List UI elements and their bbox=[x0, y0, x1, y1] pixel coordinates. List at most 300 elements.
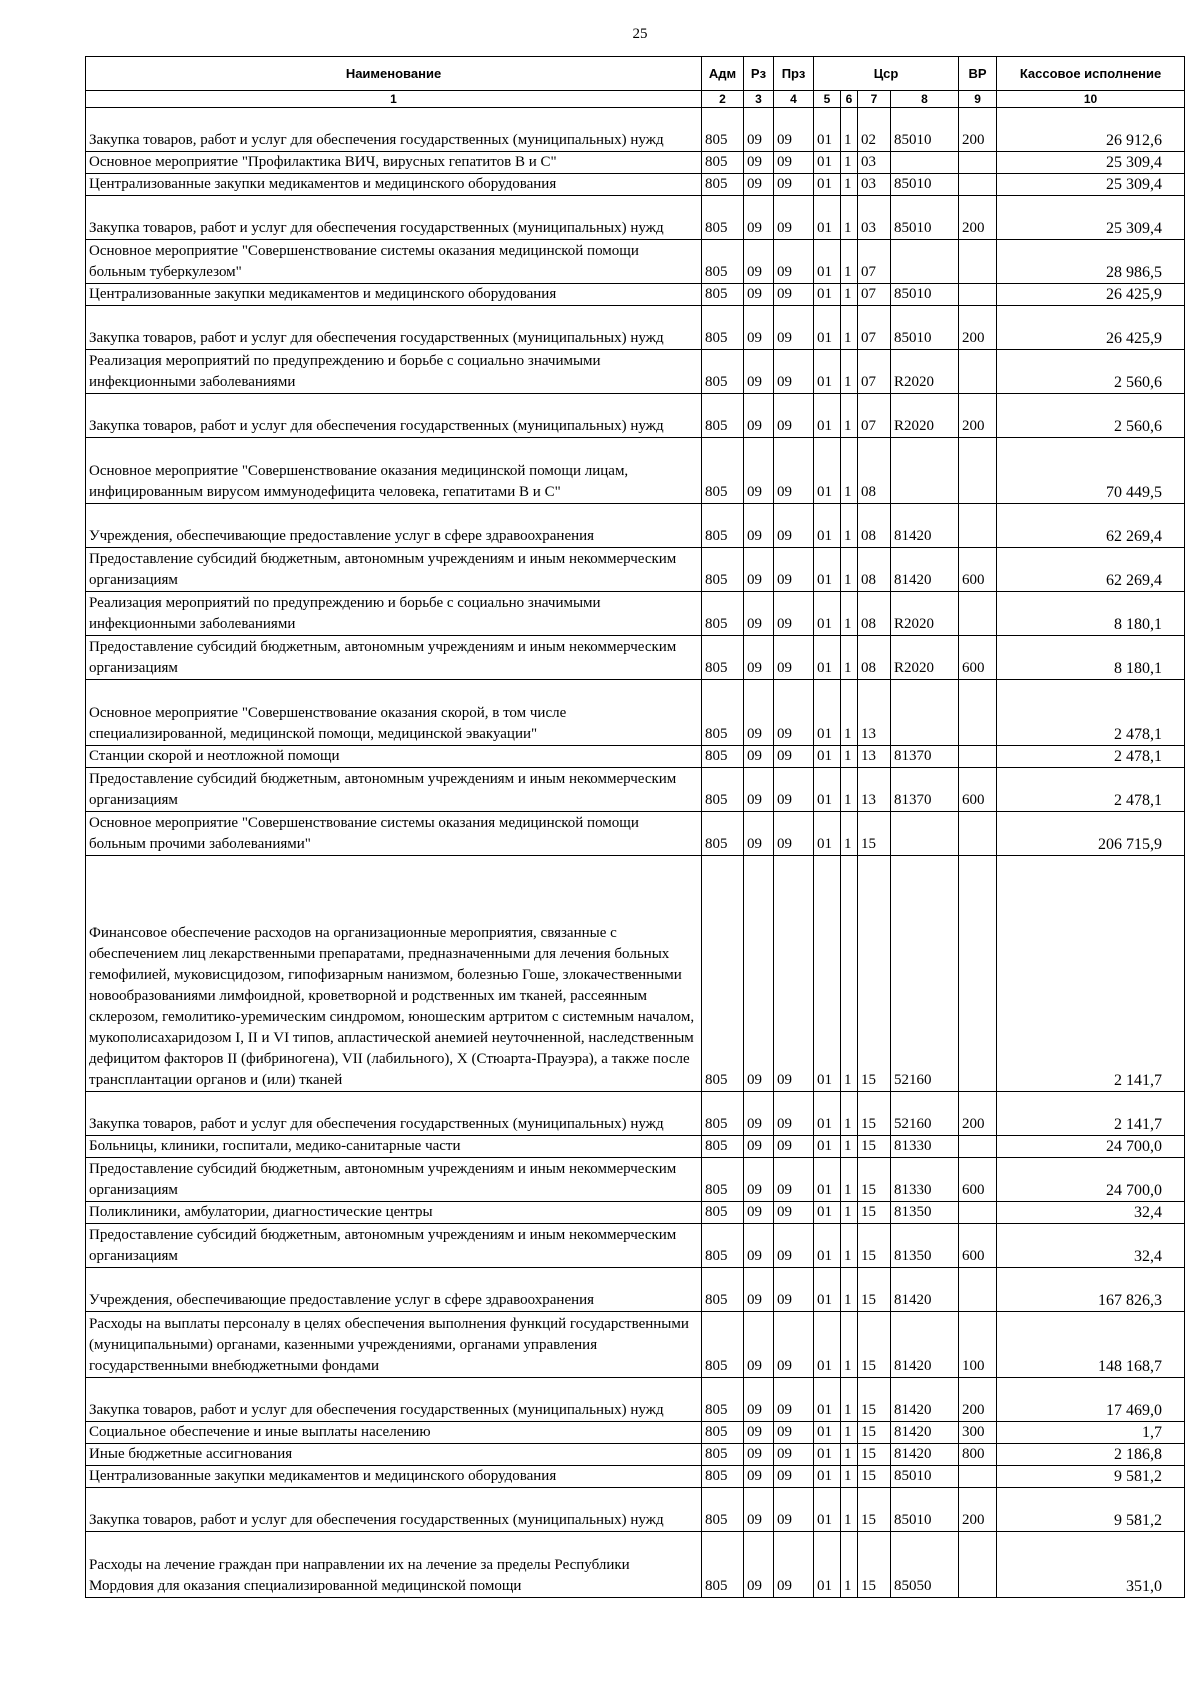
cell-c7: 07 bbox=[858, 306, 891, 350]
cell-amount: 167 826,3 bbox=[997, 1268, 1185, 1312]
cell-name: Предоставление субсидий бюджетным, автономным учреждениям и иным некоммерческим организациям bbox=[86, 768, 702, 812]
colnum-2: 2 bbox=[702, 91, 744, 108]
cell-c8: 85010 bbox=[891, 284, 959, 306]
cell-c5: 01 bbox=[814, 1136, 841, 1158]
cell-vr: 600 bbox=[959, 548, 997, 592]
cell-c6: 1 bbox=[841, 108, 858, 152]
cell-c8: 81420 bbox=[891, 504, 959, 548]
cell-rz: 09 bbox=[744, 746, 774, 768]
cell-prz: 09 bbox=[774, 1202, 814, 1224]
cell-c6: 1 bbox=[841, 1378, 858, 1422]
cell-c7: 15 bbox=[858, 1312, 891, 1378]
cell-name: Предоставление субсидий бюджетным, автономным учреждениям и иным некоммерческим организациям bbox=[86, 1224, 702, 1268]
cell-amount: 2 478,1 bbox=[997, 768, 1185, 812]
cell-c5: 01 bbox=[814, 284, 841, 306]
cell-name: Социальное обеспечение и иные выплаты населению bbox=[86, 1422, 702, 1444]
cell-c5: 01 bbox=[814, 1488, 841, 1532]
cell-name: Больницы, клиники, госпитали, медико-санитарные части bbox=[86, 1136, 702, 1158]
cell-c8: 81370 bbox=[891, 746, 959, 768]
cell-vr: 800 bbox=[959, 1444, 997, 1466]
cell-rz: 09 bbox=[744, 284, 774, 306]
cell-adm: 805 bbox=[702, 1532, 744, 1598]
cell-c8: R2020 bbox=[891, 592, 959, 636]
cell-c8 bbox=[891, 680, 959, 746]
cell-amount: 206 715,9 bbox=[997, 812, 1185, 856]
cell-c8: 81420 bbox=[891, 1422, 959, 1444]
cell-prz: 09 bbox=[774, 1466, 814, 1488]
cell-c8: R2020 bbox=[891, 636, 959, 680]
cell-name: Централизованные закупки медикаментов и медицинского оборудования bbox=[86, 174, 702, 196]
cell-c5: 01 bbox=[814, 1444, 841, 1466]
cell-prz: 09 bbox=[774, 240, 814, 284]
table-row bbox=[86, 504, 1185, 548]
cell-c5: 01 bbox=[814, 1312, 841, 1378]
cell-name: Централизованные закупки медикаментов и медицинского оборудования bbox=[86, 284, 702, 306]
cell-c6: 1 bbox=[841, 152, 858, 174]
cell-c5: 01 bbox=[814, 350, 841, 394]
cell-adm: 805 bbox=[702, 1466, 744, 1488]
cell-c5: 01 bbox=[814, 1268, 841, 1312]
cell-prz: 09 bbox=[774, 746, 814, 768]
cell-vr bbox=[959, 1466, 997, 1488]
cell-rz: 09 bbox=[744, 1466, 774, 1488]
cell-vr: 600 bbox=[959, 768, 997, 812]
cell-vr: 200 bbox=[959, 1488, 997, 1532]
cell-c8: 81420 bbox=[891, 548, 959, 592]
cell-name: Предоставление субсидий бюджетным, автономным учреждениям и иным некоммерческим организациям bbox=[86, 1158, 702, 1202]
cell-c8 bbox=[891, 438, 959, 504]
cell-vr bbox=[959, 812, 997, 856]
cell-amount: 25 309,4 bbox=[997, 196, 1185, 240]
cell-c7: 08 bbox=[858, 592, 891, 636]
cell-rz: 09 bbox=[744, 196, 774, 240]
cell-adm: 805 bbox=[702, 504, 744, 548]
table-row bbox=[86, 306, 1185, 350]
cell-c7: 15 bbox=[858, 1532, 891, 1598]
table-row bbox=[86, 1268, 1185, 1312]
table-row bbox=[86, 152, 1185, 174]
cell-c7: 13 bbox=[858, 746, 891, 768]
colnum-7: 7 bbox=[858, 91, 891, 108]
cell-c6: 1 bbox=[841, 1532, 858, 1598]
cell-vr: 600 bbox=[959, 636, 997, 680]
cell-amount: 26 425,9 bbox=[997, 284, 1185, 306]
cell-rz: 09 bbox=[744, 438, 774, 504]
cell-amount: 25 309,4 bbox=[997, 152, 1185, 174]
cell-adm: 805 bbox=[702, 394, 744, 438]
cell-c8 bbox=[891, 152, 959, 174]
cell-c8: 85010 bbox=[891, 174, 959, 196]
cell-rz: 09 bbox=[744, 1444, 774, 1466]
cell-c7: 07 bbox=[858, 284, 891, 306]
cell-prz: 09 bbox=[774, 592, 814, 636]
cell-rz: 09 bbox=[744, 504, 774, 548]
colnum-1: 1 bbox=[86, 91, 702, 108]
cell-name: Основное мероприятие "Совершенствование системы оказания медицинской помощи больным прочими заболеваниями" bbox=[86, 812, 702, 856]
cell-rz: 09 bbox=[744, 680, 774, 746]
cell-vr bbox=[959, 284, 997, 306]
cell-c6: 1 bbox=[841, 196, 858, 240]
cell-rz: 09 bbox=[744, 1202, 774, 1224]
cell-c6: 1 bbox=[841, 856, 858, 1092]
colnum-5: 5 bbox=[814, 91, 841, 108]
cell-vr: 200 bbox=[959, 1092, 997, 1136]
cell-rz: 09 bbox=[744, 548, 774, 592]
cell-prz: 09 bbox=[774, 504, 814, 548]
cell-adm: 805 bbox=[702, 1312, 744, 1378]
cell-name: Закупка товаров, работ и услуг для обеспечения государственных (муниципальных) нужд bbox=[86, 196, 702, 240]
cell-name: Основное мероприятие "Совершенствование системы оказания медицинской помощи больным туберкулезом" bbox=[86, 240, 702, 284]
cell-c5: 01 bbox=[814, 1202, 841, 1224]
colnum-3: 3 bbox=[744, 91, 774, 108]
cell-adm: 805 bbox=[702, 1378, 744, 1422]
cell-prz: 09 bbox=[774, 1158, 814, 1202]
table-row bbox=[86, 350, 1185, 394]
cell-prz: 09 bbox=[774, 856, 814, 1092]
cell-c6: 1 bbox=[841, 284, 858, 306]
cell-c8: 81350 bbox=[891, 1224, 959, 1268]
cell-amount: 24 700,0 bbox=[997, 1136, 1185, 1158]
cell-prz: 09 bbox=[774, 548, 814, 592]
cell-c5: 01 bbox=[814, 152, 841, 174]
cell-c8: 85010 bbox=[891, 1466, 959, 1488]
cell-prz: 09 bbox=[774, 196, 814, 240]
cell-c5: 01 bbox=[814, 768, 841, 812]
cell-adm: 805 bbox=[702, 438, 744, 504]
cell-name: Закупка товаров, работ и услуг для обеспечения государственных (муниципальных) нужд bbox=[86, 1092, 702, 1136]
cell-amount: 148 168,7 bbox=[997, 1312, 1185, 1378]
cell-c6: 1 bbox=[841, 1312, 858, 1378]
table-row bbox=[86, 680, 1185, 746]
cell-adm: 805 bbox=[702, 768, 744, 812]
cell-adm: 805 bbox=[702, 548, 744, 592]
cell-rz: 09 bbox=[744, 152, 774, 174]
cell-rz: 09 bbox=[744, 1224, 774, 1268]
cell-c8: 81420 bbox=[891, 1312, 959, 1378]
cell-vr bbox=[959, 438, 997, 504]
table-row bbox=[86, 1224, 1185, 1268]
cell-vr bbox=[959, 680, 997, 746]
cell-c6: 1 bbox=[841, 548, 858, 592]
cell-c8: 81330 bbox=[891, 1136, 959, 1158]
cell-c8: 85010 bbox=[891, 306, 959, 350]
cell-amount: 9 581,2 bbox=[997, 1488, 1185, 1532]
cell-c6: 1 bbox=[841, 768, 858, 812]
cell-amount: 26 912,6 bbox=[997, 108, 1185, 152]
cell-amount: 25 309,4 bbox=[997, 174, 1185, 196]
cell-rz: 09 bbox=[744, 240, 774, 284]
cell-c6: 1 bbox=[841, 1444, 858, 1466]
cell-c7: 03 bbox=[858, 174, 891, 196]
table-row bbox=[86, 1488, 1185, 1532]
cell-c5: 01 bbox=[814, 196, 841, 240]
header-vr: ВР bbox=[959, 57, 997, 91]
colnum-9: 9 bbox=[959, 91, 997, 108]
cell-rz: 09 bbox=[744, 394, 774, 438]
cell-name: Закупка товаров, работ и услуг для обеспечения государственных (муниципальных) нужд bbox=[86, 306, 702, 350]
cell-amount: 1,7 bbox=[997, 1422, 1185, 1444]
table-row bbox=[86, 1532, 1185, 1598]
cell-name: Реализация мероприятий по предупреждению и борьбе с социально значимыми инфекционными заболеваниями bbox=[86, 350, 702, 394]
cell-amount: 62 269,4 bbox=[997, 548, 1185, 592]
table-row bbox=[86, 1092, 1185, 1136]
cell-adm: 805 bbox=[702, 152, 744, 174]
budget-table bbox=[85, 56, 1185, 1598]
cell-c7: 15 bbox=[858, 1268, 891, 1312]
cell-vr bbox=[959, 504, 997, 548]
cell-c8: 81330 bbox=[891, 1158, 959, 1202]
cell-c8: 85010 bbox=[891, 108, 959, 152]
cell-amount: 9 581,2 bbox=[997, 1466, 1185, 1488]
cell-rz: 09 bbox=[744, 1092, 774, 1136]
cell-adm: 805 bbox=[702, 174, 744, 196]
cell-c5: 01 bbox=[814, 746, 841, 768]
cell-adm: 805 bbox=[702, 1092, 744, 1136]
cell-amount: 2 141,7 bbox=[997, 1092, 1185, 1136]
cell-c5: 01 bbox=[814, 438, 841, 504]
cell-c7: 15 bbox=[858, 1092, 891, 1136]
cell-adm: 805 bbox=[702, 1136, 744, 1158]
table-row bbox=[86, 240, 1185, 284]
cell-adm: 805 bbox=[702, 1268, 744, 1312]
cell-vr bbox=[959, 350, 997, 394]
cell-prz: 09 bbox=[774, 350, 814, 394]
cell-amount: 28 986,5 bbox=[997, 240, 1185, 284]
cell-adm: 805 bbox=[702, 1444, 744, 1466]
cell-c6: 1 bbox=[841, 680, 858, 746]
cell-c8: 52160 bbox=[891, 1092, 959, 1136]
table-row bbox=[86, 856, 1185, 1092]
cell-c5: 01 bbox=[814, 174, 841, 196]
table-row bbox=[86, 196, 1185, 240]
cell-vr: 600 bbox=[959, 1158, 997, 1202]
cell-amount: 8 180,1 bbox=[997, 636, 1185, 680]
cell-c5: 01 bbox=[814, 548, 841, 592]
cell-c5: 01 bbox=[814, 680, 841, 746]
cell-amount: 2 478,1 bbox=[997, 746, 1185, 768]
cell-name: Станции скорой и неотложной помощи bbox=[86, 746, 702, 768]
cell-name: Расходы на выплаты персоналу в целях обеспечения выполнения функций государственными (муниципальными) органами, казенными учреждениями, органами управления государственными внебюджетными фондами bbox=[86, 1312, 702, 1378]
table-row bbox=[86, 1312, 1185, 1378]
cell-c8: R2020 bbox=[891, 350, 959, 394]
cell-c5: 01 bbox=[814, 812, 841, 856]
table-row bbox=[86, 438, 1185, 504]
cell-c6: 1 bbox=[841, 812, 858, 856]
cell-adm: 805 bbox=[702, 350, 744, 394]
cell-vr bbox=[959, 1268, 997, 1312]
cell-c6: 1 bbox=[841, 1136, 858, 1158]
cell-name: Основное мероприятие "Совершенствование оказания медицинской помощи лицам, инфицированным вирусом иммунодефицита человека, гепатитами В и С" bbox=[86, 438, 702, 504]
cell-rz: 09 bbox=[744, 636, 774, 680]
cell-c8: R2020 bbox=[891, 394, 959, 438]
cell-name: Предоставление субсидий бюджетным, автономным учреждениям и иным некоммерческим организациям bbox=[86, 636, 702, 680]
colnum-4: 4 bbox=[774, 91, 814, 108]
cell-vr bbox=[959, 1136, 997, 1158]
cell-vr bbox=[959, 856, 997, 1092]
cell-adm: 805 bbox=[702, 1422, 744, 1444]
table-row bbox=[86, 1422, 1185, 1444]
cell-amount: 24 700,0 bbox=[997, 1158, 1185, 1202]
cell-vr bbox=[959, 1532, 997, 1598]
cell-prz: 09 bbox=[774, 1488, 814, 1532]
cell-prz: 09 bbox=[774, 108, 814, 152]
cell-vr bbox=[959, 746, 997, 768]
cell-rz: 09 bbox=[744, 768, 774, 812]
cell-adm: 805 bbox=[702, 108, 744, 152]
cell-amount: 32,4 bbox=[997, 1202, 1185, 1224]
cell-c5: 01 bbox=[814, 1466, 841, 1488]
cell-vr bbox=[959, 152, 997, 174]
cell-c6: 1 bbox=[841, 350, 858, 394]
cell-c7: 07 bbox=[858, 350, 891, 394]
cell-c5: 01 bbox=[814, 504, 841, 548]
cell-prz: 09 bbox=[774, 680, 814, 746]
cell-c6: 1 bbox=[841, 1092, 858, 1136]
cell-c5: 01 bbox=[814, 1158, 841, 1202]
cell-c7: 15 bbox=[858, 1378, 891, 1422]
cell-name: Учреждения, обеспечивающие предоставление услуг в сфере здравоохранения bbox=[86, 504, 702, 548]
cell-prz: 09 bbox=[774, 1532, 814, 1598]
cell-c7: 15 bbox=[858, 1224, 891, 1268]
cell-c6: 1 bbox=[841, 1224, 858, 1268]
cell-adm: 805 bbox=[702, 284, 744, 306]
cell-c6: 1 bbox=[841, 1202, 858, 1224]
cell-c5: 01 bbox=[814, 856, 841, 1092]
cell-c6: 1 bbox=[841, 438, 858, 504]
cell-prz: 09 bbox=[774, 1378, 814, 1422]
table-row bbox=[86, 1202, 1185, 1224]
table-row bbox=[86, 1466, 1185, 1488]
cell-vr: 100 bbox=[959, 1312, 997, 1378]
cell-rz: 09 bbox=[744, 1378, 774, 1422]
cell-amount: 70 449,5 bbox=[997, 438, 1185, 504]
table-row bbox=[86, 284, 1185, 306]
cell-c7: 13 bbox=[858, 768, 891, 812]
cell-prz: 09 bbox=[774, 174, 814, 196]
cell-c6: 1 bbox=[841, 636, 858, 680]
cell-amount: 32,4 bbox=[997, 1224, 1185, 1268]
page-number: 25 bbox=[632, 26, 648, 42]
cell-c8: 81420 bbox=[891, 1268, 959, 1312]
cell-c7: 03 bbox=[858, 196, 891, 240]
cell-c7: 07 bbox=[858, 240, 891, 284]
cell-name: Расходы на лечение граждан при направлении их на лечение за пределы Республики Мордовия для оказания специализированной медицинской помощи bbox=[86, 1532, 702, 1598]
cell-amount: 2 186,8 bbox=[997, 1444, 1185, 1466]
cell-adm: 805 bbox=[702, 680, 744, 746]
cell-rz: 09 bbox=[744, 350, 774, 394]
cell-c7: 02 bbox=[858, 108, 891, 152]
cell-rz: 09 bbox=[744, 856, 774, 1092]
cell-adm: 805 bbox=[702, 856, 744, 1092]
cell-c8 bbox=[891, 240, 959, 284]
cell-prz: 09 bbox=[774, 1444, 814, 1466]
header-adm: Адм bbox=[702, 57, 744, 91]
cell-vr: 200 bbox=[959, 306, 997, 350]
cell-amount: 62 269,4 bbox=[997, 504, 1185, 548]
cell-c7: 07 bbox=[858, 394, 891, 438]
cell-c8: 85010 bbox=[891, 1488, 959, 1532]
cell-c7: 15 bbox=[858, 812, 891, 856]
table-row bbox=[86, 812, 1185, 856]
cell-prz: 09 bbox=[774, 152, 814, 174]
cell-vr: 200 bbox=[959, 1378, 997, 1422]
cell-c5: 01 bbox=[814, 306, 841, 350]
cell-name: Централизованные закупки медикаментов и медицинского оборудования bbox=[86, 1466, 702, 1488]
cell-c7: 08 bbox=[858, 438, 891, 504]
cell-prz: 09 bbox=[774, 1268, 814, 1312]
table-header bbox=[86, 57, 1185, 108]
cell-prz: 09 bbox=[774, 1312, 814, 1378]
header-amount: Кассовое исполнение bbox=[997, 57, 1185, 91]
cell-c5: 01 bbox=[814, 1092, 841, 1136]
cell-c6: 1 bbox=[841, 1422, 858, 1444]
cell-c5: 01 bbox=[814, 592, 841, 636]
cell-c6: 1 bbox=[841, 746, 858, 768]
cell-prz: 09 bbox=[774, 438, 814, 504]
cell-rz: 09 bbox=[744, 306, 774, 350]
table-row bbox=[86, 636, 1185, 680]
cell-c5: 01 bbox=[814, 636, 841, 680]
cell-prz: 09 bbox=[774, 1422, 814, 1444]
cell-rz: 09 bbox=[744, 174, 774, 196]
cell-prz: 09 bbox=[774, 768, 814, 812]
cell-name: Реализация мероприятий по предупреждению и борьбе с социально значимыми инфекционными заболеваниями bbox=[86, 592, 702, 636]
colnum-10: 10 bbox=[997, 91, 1185, 108]
cell-adm: 805 bbox=[702, 306, 744, 350]
header-csr: Цср bbox=[814, 57, 959, 91]
cell-prz: 09 bbox=[774, 1224, 814, 1268]
cell-c5: 01 bbox=[814, 108, 841, 152]
header-prz: Прз bbox=[774, 57, 814, 91]
cell-adm: 805 bbox=[702, 196, 744, 240]
cell-c7: 15 bbox=[858, 1136, 891, 1158]
cell-c6: 1 bbox=[841, 1466, 858, 1488]
table-row bbox=[86, 108, 1185, 152]
cell-c7: 15 bbox=[858, 856, 891, 1092]
cell-amount: 351,0 bbox=[997, 1532, 1185, 1598]
cell-c7: 15 bbox=[858, 1422, 891, 1444]
cell-adm: 805 bbox=[702, 1224, 744, 1268]
cell-adm: 805 bbox=[702, 1158, 744, 1202]
cell-vr bbox=[959, 592, 997, 636]
cell-c8: 81350 bbox=[891, 1202, 959, 1224]
cell-adm: 805 bbox=[702, 1488, 744, 1532]
cell-vr: 600 bbox=[959, 1224, 997, 1268]
colnum-8: 8 bbox=[891, 91, 959, 108]
cell-c8: 52160 bbox=[891, 856, 959, 1092]
table-row bbox=[86, 1136, 1185, 1158]
cell-c5: 01 bbox=[814, 1378, 841, 1422]
cell-c6: 1 bbox=[841, 504, 858, 548]
table-row bbox=[86, 746, 1185, 768]
cell-name: Закупка товаров, работ и услуг для обеспечения государственных (муниципальных) нужд bbox=[86, 108, 702, 152]
cell-c7: 13 bbox=[858, 680, 891, 746]
cell-vr bbox=[959, 174, 997, 196]
cell-amount: 2 560,6 bbox=[997, 350, 1185, 394]
cell-rz: 09 bbox=[744, 1488, 774, 1532]
cell-vr bbox=[959, 1202, 997, 1224]
cell-c6: 1 bbox=[841, 306, 858, 350]
cell-adm: 805 bbox=[702, 240, 744, 284]
cell-rz: 09 bbox=[744, 1422, 774, 1444]
cell-name: Закупка товаров, работ и услуг для обеспечения государственных (муниципальных) нужд bbox=[86, 394, 702, 438]
header-rz: Рз bbox=[744, 57, 774, 91]
cell-name: Предоставление субсидий бюджетным, автономным учреждениям и иным некоммерческим организациям bbox=[86, 548, 702, 592]
cell-c5: 01 bbox=[814, 394, 841, 438]
colnum-6: 6 bbox=[841, 91, 858, 108]
cell-c5: 01 bbox=[814, 1422, 841, 1444]
cell-c8: 81420 bbox=[891, 1378, 959, 1422]
